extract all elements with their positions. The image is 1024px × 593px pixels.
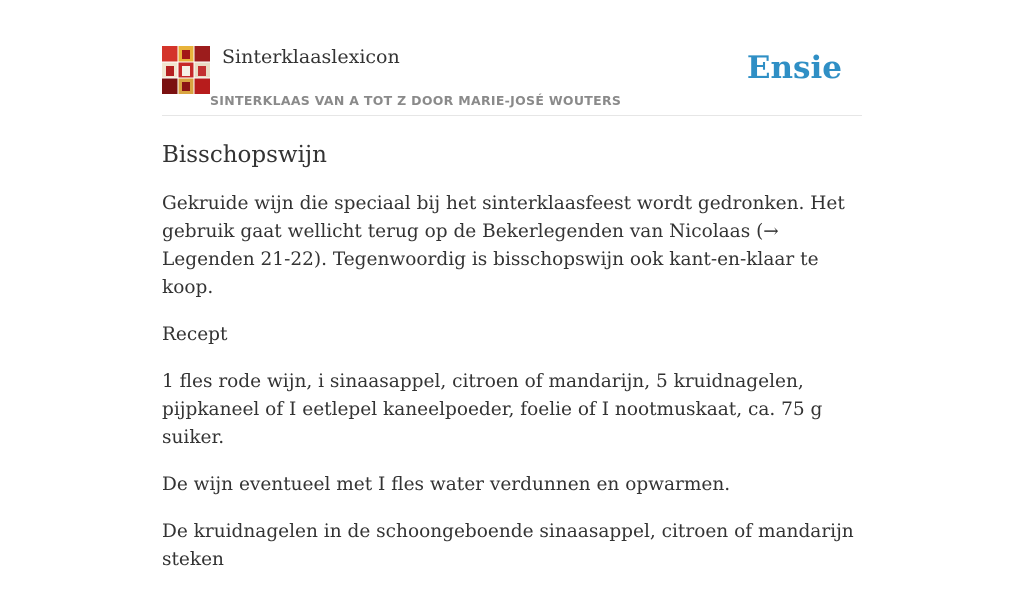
site-avatar[interactable] (162, 46, 210, 94)
site-header (162, 46, 862, 116)
site-tagline: SINTERKLAAS VAN A TOT Z DOOR MARIE-JOSÉ WOUTERS (210, 93, 622, 108)
book-cover-collage-icon (162, 46, 210, 94)
entry-content (162, 138, 867, 593)
recipe-step: De wijn eventueel met I fles water verdunnen en opwarmen. (162, 474, 731, 495)
recipe-step: De kruidnagelen in de schoongeboende sinaasappel, citroen of mandarijn steken (162, 521, 854, 570)
entry-title: Bisschopswijn (162, 142, 327, 168)
site-name-link[interactable]: Sinterklaaslexicon (222, 46, 400, 68)
recipe-ingredients: 1 fles rode wijn, i sinaasappel, citroen of mandarijn, 5 kruidnagelen, pijpkaneel of I eetlepel kaneelpoeder, foelie of I nootmuskaat, ca. 75 g suiker. (162, 371, 823, 448)
brand-logo-link[interactable]: Ensie (746, 50, 842, 86)
recipe-heading: Recept (162, 324, 228, 345)
entry-intro: Gekruide wijn die speciaal bij het sinterklaasfeest wordt gedronken. Het gebruik gaat wellicht terug op de Bekerlegenden van Nicolaas (→ Legenden 21-22). Tegenwoordig is bisschopswijn ook kant-en-klaar te koop. (162, 193, 845, 298)
entry-body (162, 172, 867, 574)
